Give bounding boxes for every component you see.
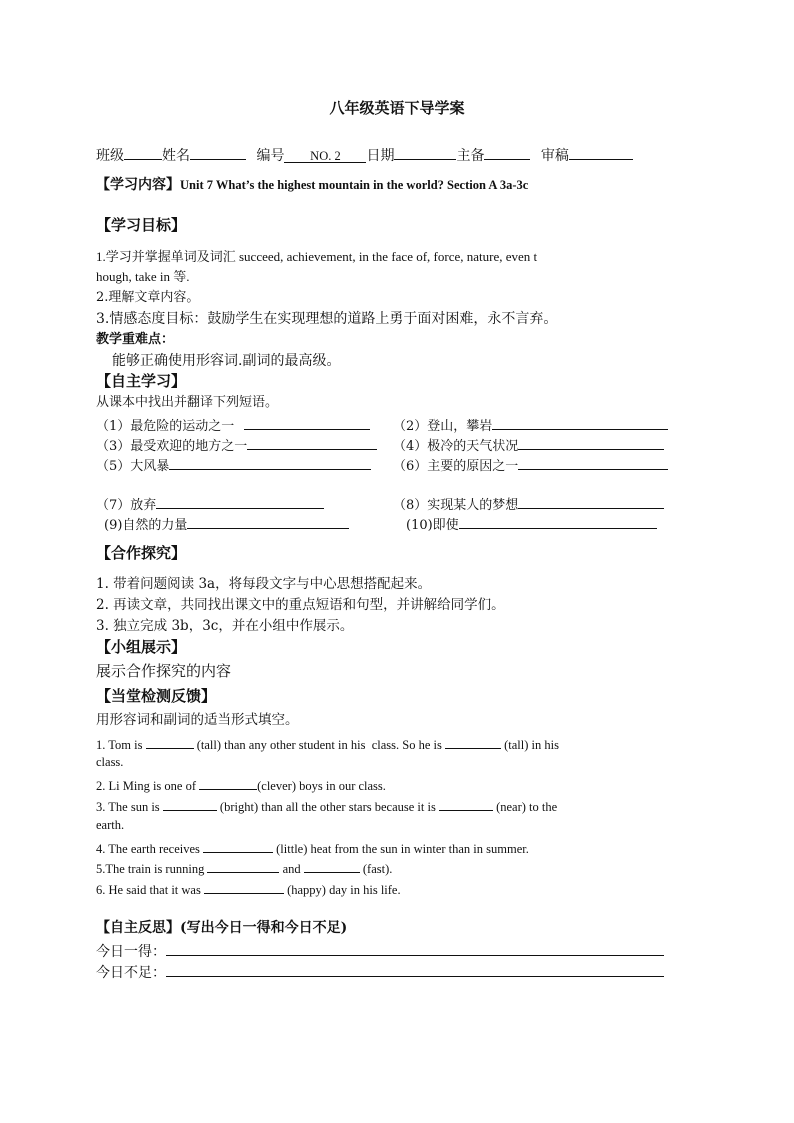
q5-blank-1[interactable] — [207, 858, 279, 873]
phrase-5-label: （5）大风暴 — [96, 459, 170, 474]
cooperate-item-1: 1. 带着问题阅读 3a，将每段文字与中心思想搭配起来。 — [96, 576, 432, 592]
reflect-lack-label: 今日不足： — [96, 965, 166, 981]
q5-text-a: 5.The train is running — [96, 862, 205, 876]
phrase-1-label: （1）最危险的运动之一 — [96, 419, 235, 434]
q5-blank-2[interactable] — [304, 858, 360, 873]
q1-text-c: class. So he is — [371, 738, 442, 752]
key-text: 能够正确使用形容词.副词的最高级。 — [112, 353, 341, 369]
question-1 — [96, 734, 559, 753]
q6-text-b: (happy) day in his life. — [287, 883, 401, 897]
phrase-9 — [104, 514, 349, 534]
q2-text-b: (clever) boys in our class. — [257, 779, 386, 793]
reflect-gain — [96, 941, 664, 960]
phrase-5 — [96, 455, 371, 475]
cooperate-item-3: 3. 独立完成 3b，3c，并在小组中作展示。 — [96, 618, 354, 634]
phrase-10-blank[interactable] — [459, 514, 657, 529]
self-study-heading: 【自主学习】 — [96, 372, 187, 390]
reflect-gain-label: 今日一得： — [96, 944, 166, 960]
q5-text-c: (fast). — [362, 862, 393, 876]
phrase-3 — [96, 435, 377, 455]
class-label: 班级 — [96, 148, 124, 164]
question-3-cont: earth. — [96, 818, 125, 832]
goal-1b: hough, take in 等. — [96, 269, 190, 284]
q1-text-b: (tall) than any other student in his — [196, 738, 366, 752]
question-5 — [96, 858, 392, 877]
q3-text-c: (near) to the — [496, 800, 558, 814]
page-title: 八年级英语下导学案 — [329, 99, 465, 117]
reviewer-blank[interactable] — [569, 145, 633, 160]
q4-text-a: 4. The earth receives — [96, 842, 200, 856]
group-text: 展示合作探究的内容 — [96, 662, 232, 680]
content-label: 【学习内容】 — [96, 177, 180, 193]
q3-text-b: (bright) than all the other stars because it is — [219, 800, 436, 814]
author-label: 主备 — [456, 148, 485, 164]
cooperate-item-2: 2. 再读文章，共同找出课文中的重点短语和句型，并讲解给同学们。 — [96, 597, 505, 613]
author-blank[interactable] — [484, 145, 530, 160]
question-4 — [96, 838, 529, 857]
date-blank[interactable] — [394, 145, 456, 160]
question-1-cont: class. — [96, 755, 124, 769]
phrase-7-label: （7）放弃 — [96, 498, 157, 513]
q3-text-a: 3. The sun is — [96, 800, 160, 814]
phrase-10-label: (10)即使 — [406, 518, 459, 533]
q1-text-d: (tall) in his — [504, 738, 559, 752]
phrase-9-blank[interactable] — [187, 514, 349, 529]
phrase-4 — [393, 435, 664, 455]
goal-3: 3.情感态度目标：鼓励学生在实现理想的道路上勇于面对困难，永不言弃。 — [96, 311, 558, 327]
q1-text-a: 1. Tom is — [96, 738, 143, 752]
phrase-8-label: （8）实现某人的梦想 — [393, 498, 519, 513]
phrase-2-blank[interactable] — [492, 415, 668, 430]
test-heading: 【当堂检测反馈】 — [96, 687, 217, 705]
group-heading: 【小组展示】 — [96, 638, 187, 656]
test-instruction: 用形容词和副词的适当形式填空。 — [96, 712, 299, 728]
self-study-instruction: 从课本中找出并翻译下列短语。 — [96, 395, 279, 410]
phrase-1 — [96, 415, 370, 435]
q3-blank-2[interactable] — [439, 796, 493, 811]
phrase-9-label: (9)自然的力量 — [104, 518, 188, 533]
phrase-3-blank[interactable] — [247, 435, 377, 450]
content-value: Unit 7 What’s the highest mountain in the world? Section A 3a-3c — [180, 178, 529, 192]
phrase-2 — [393, 415, 668, 435]
date-label: 日期 — [366, 148, 395, 164]
q4-blank[interactable] — [203, 838, 273, 853]
reviewer-label: 审稿 — [540, 148, 569, 164]
phrase-3-label: （3）最受欢迎的地方之一 — [96, 439, 248, 454]
question-2 — [96, 775, 386, 794]
q3-blank-1[interactable] — [163, 796, 217, 811]
phrase-6-blank[interactable] — [518, 455, 668, 470]
goal-1a: 1.学习并掌握单词及词汇 succeed, achievement, in the face of, force, nature, even t — [96, 249, 538, 264]
phrase-8-blank[interactable] — [518, 494, 664, 509]
content-line — [96, 177, 528, 194]
phrase-4-label: （4）极冷的天气状况 — [393, 439, 519, 454]
question-6 — [96, 879, 401, 898]
name-label: 姓名 — [162, 148, 190, 164]
number-value — [284, 148, 366, 163]
q4-text-b: (little) heat from the sun in winter than in summer. — [276, 842, 529, 856]
info-line — [96, 145, 633, 164]
q1-blank-2[interactable] — [445, 734, 501, 749]
name-blank[interactable] — [190, 145, 246, 160]
class-blank[interactable] — [124, 145, 162, 160]
goal-2: 2.理解文章内容。 — [96, 290, 200, 305]
phrase-7-blank[interactable] — [156, 494, 324, 509]
phrase-10 — [406, 514, 657, 534]
number-label: 编号 — [256, 148, 285, 164]
cooperate-heading: 【合作探究】 — [96, 544, 187, 562]
phrase-1-blank[interactable] — [244, 415, 370, 430]
question-3 — [96, 796, 557, 815]
q2-text-a: 2. Li Ming is one of — [96, 779, 196, 793]
reflect-lack — [96, 962, 664, 981]
phrase-4-blank[interactable] — [518, 435, 664, 450]
phrase-2-label: （2）登山，攀岩 — [393, 419, 493, 434]
reflect-lack-blank[interactable] — [166, 962, 664, 977]
q5-text-b: and — [282, 862, 301, 876]
phrase-6-label: （6）主要的原因之一 — [393, 459, 519, 474]
goals-heading: 【学习目标】 — [96, 216, 187, 234]
reflect-heading: 【自主反思】(写出今日一得和今日不足) — [96, 920, 348, 936]
phrase-8 — [393, 494, 664, 514]
reflect-gain-blank[interactable] — [166, 941, 664, 956]
q2-blank[interactable] — [199, 775, 257, 790]
phrase-6 — [393, 455, 668, 475]
q1-blank-1[interactable] — [146, 734, 194, 749]
q6-text-a: 6. He said that it was — [96, 883, 201, 897]
phrase-5-blank[interactable] — [169, 455, 371, 470]
number-value-text: NO. 2 — [310, 149, 341, 163]
key-heading: 教学重难点： — [96, 332, 175, 347]
phrase-7 — [96, 494, 324, 514]
q6-blank[interactable] — [204, 879, 284, 894]
